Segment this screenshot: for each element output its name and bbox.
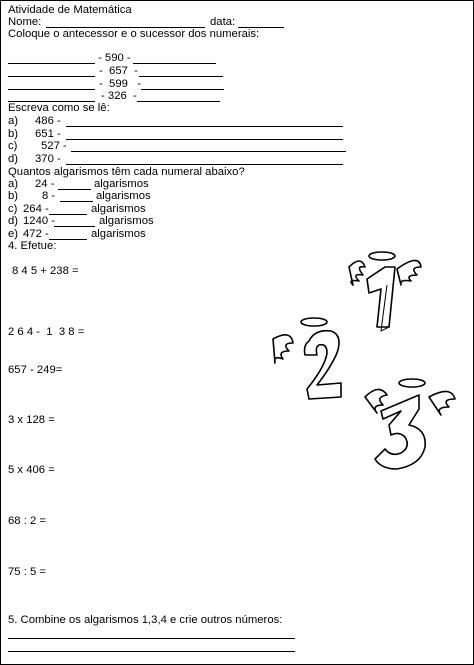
halo-icon <box>399 379 425 387</box>
answer-line[interactable] <box>66 164 343 165</box>
item-number: 370 - <box>35 153 61 165</box>
item-letter: c) <box>8 203 18 215</box>
number-two-figure <box>273 318 341 399</box>
item-number: 472 - <box>23 228 49 240</box>
digits-blank[interactable] <box>54 226 95 227</box>
worksheet-title: Atividade de Matemática <box>8 4 132 16</box>
item-letter: b) <box>8 190 19 202</box>
sequence-number: - 590 - <box>98 52 131 64</box>
digit-one-shape <box>367 267 395 327</box>
sequence-number: - 657 - <box>99 65 138 77</box>
item-letter: a) <box>8 115 19 127</box>
operation: 75 : 5 = <box>8 566 47 578</box>
sequence-number: - 599 - <box>99 78 142 90</box>
item-number: 486 - <box>35 115 61 127</box>
operation: 8 4 5 + 238 = <box>12 265 79 277</box>
answer-line[interactable] <box>66 139 343 140</box>
digits-blank[interactable] <box>58 189 91 190</box>
digits-word: algarismos <box>94 178 149 190</box>
winged-numbers-illustration <box>269 249 469 479</box>
answer-line[interactable] <box>8 638 295 639</box>
digits-word: algarismos <box>99 215 154 227</box>
item-number: 8 - <box>42 190 56 202</box>
predecessor-blank[interactable] <box>8 63 95 64</box>
section3-instruction: Quantos algarismos têm cada numeral abaixo? <box>8 166 245 178</box>
date-label: data: <box>210 16 236 28</box>
halo-icon <box>369 252 395 260</box>
item-letter: c) <box>8 140 18 152</box>
item-letter: a) <box>8 178 19 190</box>
digit-two-shape <box>305 331 342 399</box>
wing-icon <box>397 260 421 285</box>
digit-three-shape <box>375 395 425 469</box>
item-letter: b) <box>8 128 19 140</box>
wing-icon <box>273 335 293 363</box>
wing-icon <box>429 391 455 415</box>
operation: 657 - 249= <box>8 364 63 376</box>
digits-word: algarismos <box>91 228 146 240</box>
sequence-number: - 326 - <box>101 90 137 102</box>
operation: 5 x 406 = <box>8 464 55 476</box>
predecessor-blank[interactable] <box>8 76 95 77</box>
item-letter: e) <box>8 228 19 240</box>
section1-instruction: Coloque o antecessor e o sucessor dos numerais: <box>8 28 260 40</box>
wing-icon <box>349 261 365 285</box>
section2-instruction: Escreva como se lê: <box>8 102 110 114</box>
name-label: Nome: <box>8 16 42 28</box>
item-letter: d) <box>8 153 19 165</box>
predecessor-blank[interactable] <box>8 89 95 90</box>
number-one-figure <box>349 252 421 331</box>
digits-word: algarismos <box>96 190 151 202</box>
successor-blank[interactable] <box>137 101 220 102</box>
halo-icon <box>301 318 327 326</box>
operation: 3 x 128 = <box>8 414 55 426</box>
item-number: 527 - <box>41 140 67 152</box>
answer-line[interactable] <box>71 151 346 152</box>
item-letter: d) <box>8 215 19 227</box>
section5-instruction: 5. Combine os algarismos 1,3,4 e crie outros números: <box>8 614 283 626</box>
item-number: 264 - <box>23 203 49 215</box>
item-number: 24 - <box>35 178 55 190</box>
answer-line[interactable] <box>66 126 343 127</box>
item-number: 1240 - <box>23 215 56 227</box>
answer-line[interactable] <box>8 651 295 652</box>
successor-blank[interactable] <box>141 89 224 90</box>
digits-blank[interactable] <box>60 201 93 202</box>
operation: 2 6 4 - 1 3 8 = <box>8 326 85 338</box>
operation: 68 : 2 = <box>8 515 47 527</box>
successor-blank[interactable] <box>133 63 216 64</box>
number-three-figure <box>365 379 455 469</box>
item-number: 651 - <box>35 128 61 140</box>
section4-title: 4. Efetue: <box>8 240 57 252</box>
successor-blank[interactable] <box>139 76 223 77</box>
digits-word: algarismos <box>91 203 146 215</box>
